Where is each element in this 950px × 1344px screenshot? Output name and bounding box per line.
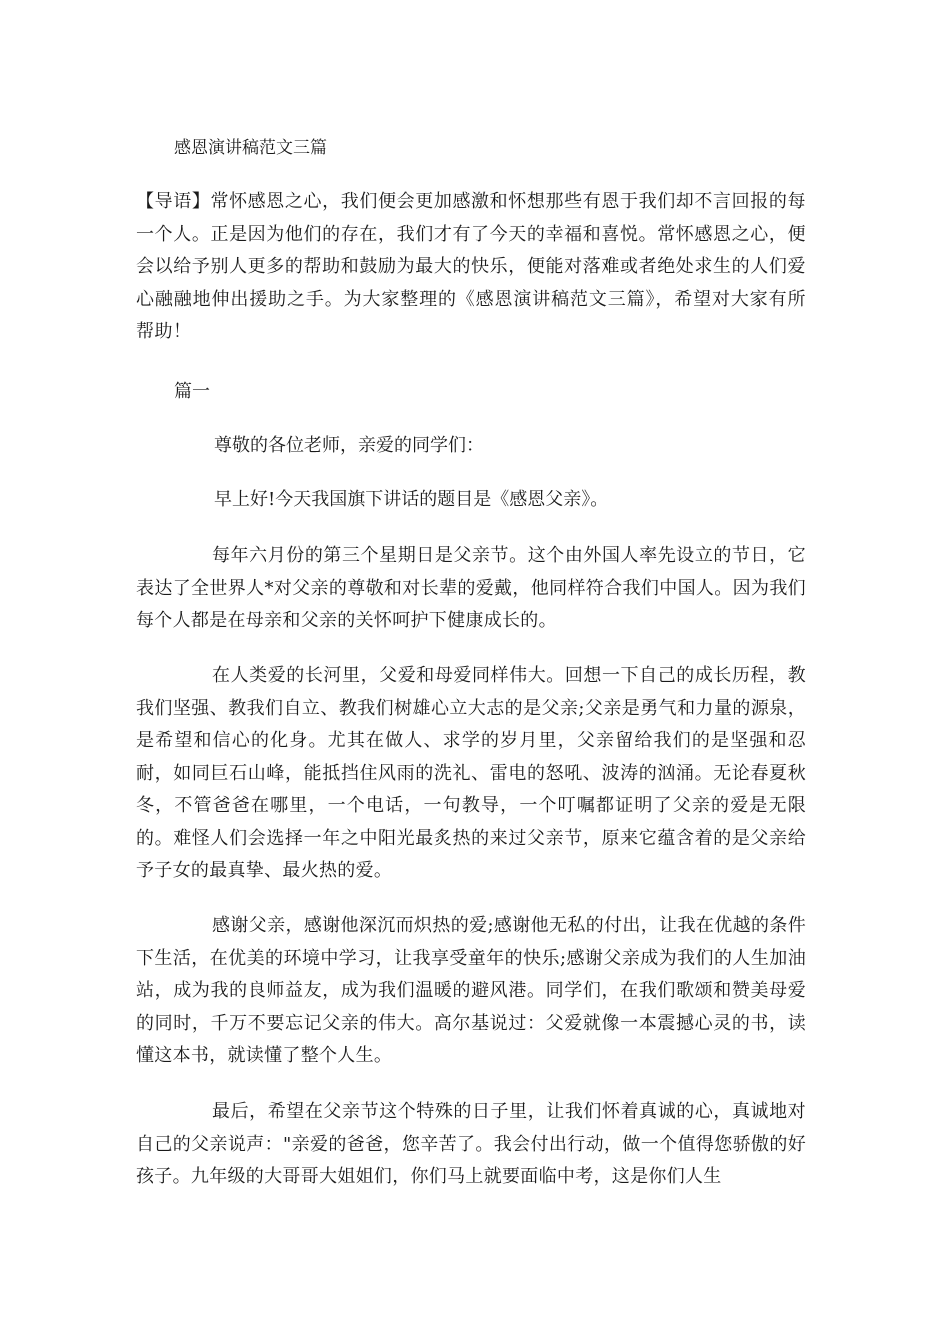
document-title: 感恩演讲稿范文三篇 — [174, 138, 327, 158]
body-paragraph-4: 最后，希望在父亲节这个特殊的日子里，让我们怀着真诚的心，真诚地对自己的父亲说声："亲爱的爸爸，您辛苦了。我会付出行动，做一个值得您骄傲的好孩子。九年级的大哥哥大姐姐们，你们马上就要面临中考，这是你们人生 — [136, 1101, 806, 1187]
body-paragraph-3: 感谢父亲，感谢他深沉而炽热的爱;感谢他无私的付出，让我在优越的条件下生活，在优美的环境中学习，让我享受童年的快乐;感谢父亲成为我们的人生加油站，成为我的良师益友，成为我们温暖的避风港。同学们，在我们歌颂和赞美母爱的同时，千万不要忘记父亲的伟大。高尔基说过：父爱就像一本震撼心灵的书，读懂这本书，就读懂了整个人生。 — [136, 915, 806, 1066]
intro-paragraph: 【导语】常怀感恩之心，我们便会更加感激和怀想那些有恩于我们却不言回报的每一个人。正是因为他们的存在，我们才有了今天的幸福和喜悦。常怀感恩之心，便会以给予别人更多的帮助和鼓励为最大的快乐，便能对落难或者绝处求生的人们爱心融融地伸出援助之手。为大家整理的《感恩演讲稿范文三篇》，希望对大家有所帮助！ — [136, 191, 806, 342]
body-paragraph-1: 每年六月份的第三个星期日是父亲节。这个由外国人率先设立的节日，它表达了全世界人*对父亲的尊敬和对长辈的爱戴，他同样符合我们中国人。因为我们每个人都是在母亲和父亲的关怀呵护下健康成长的。 — [136, 545, 806, 631]
section-heading: 篇一 — [174, 381, 210, 402]
greeting: 早上好!今天我国旗下讲话的题目是《感恩父亲》。 — [214, 489, 609, 510]
body-paragraph-2: 在人类爱的长河里，父爱和母爱同样伟大。回想一下自己的成长历程，教我们坚强、教我们自立、教我们树雄心立大志的是父亲;父亲是勇气和力量的源泉，是希望和信心的化身。尤其在做人、求学的岁月里，父亲留给我们的是坚强和忍耐，如同巨石山峰，能抵挡住风雨的洗礼、雷电的怒吼、波涛的汹涌。无论春夏秋冬，不管爸爸在哪里，一个电话，一句教导，一个叮嘱都证明了父亲的爱是无限的。难怪人们会选择一年之中阳光最炙热的来过父亲节，原来它蕴含着的是父亲给予子女的最真挚、最火热的爱。 — [136, 665, 806, 881]
salutation: 尊敬的各位老师，亲爱的同学们： — [214, 435, 484, 456]
